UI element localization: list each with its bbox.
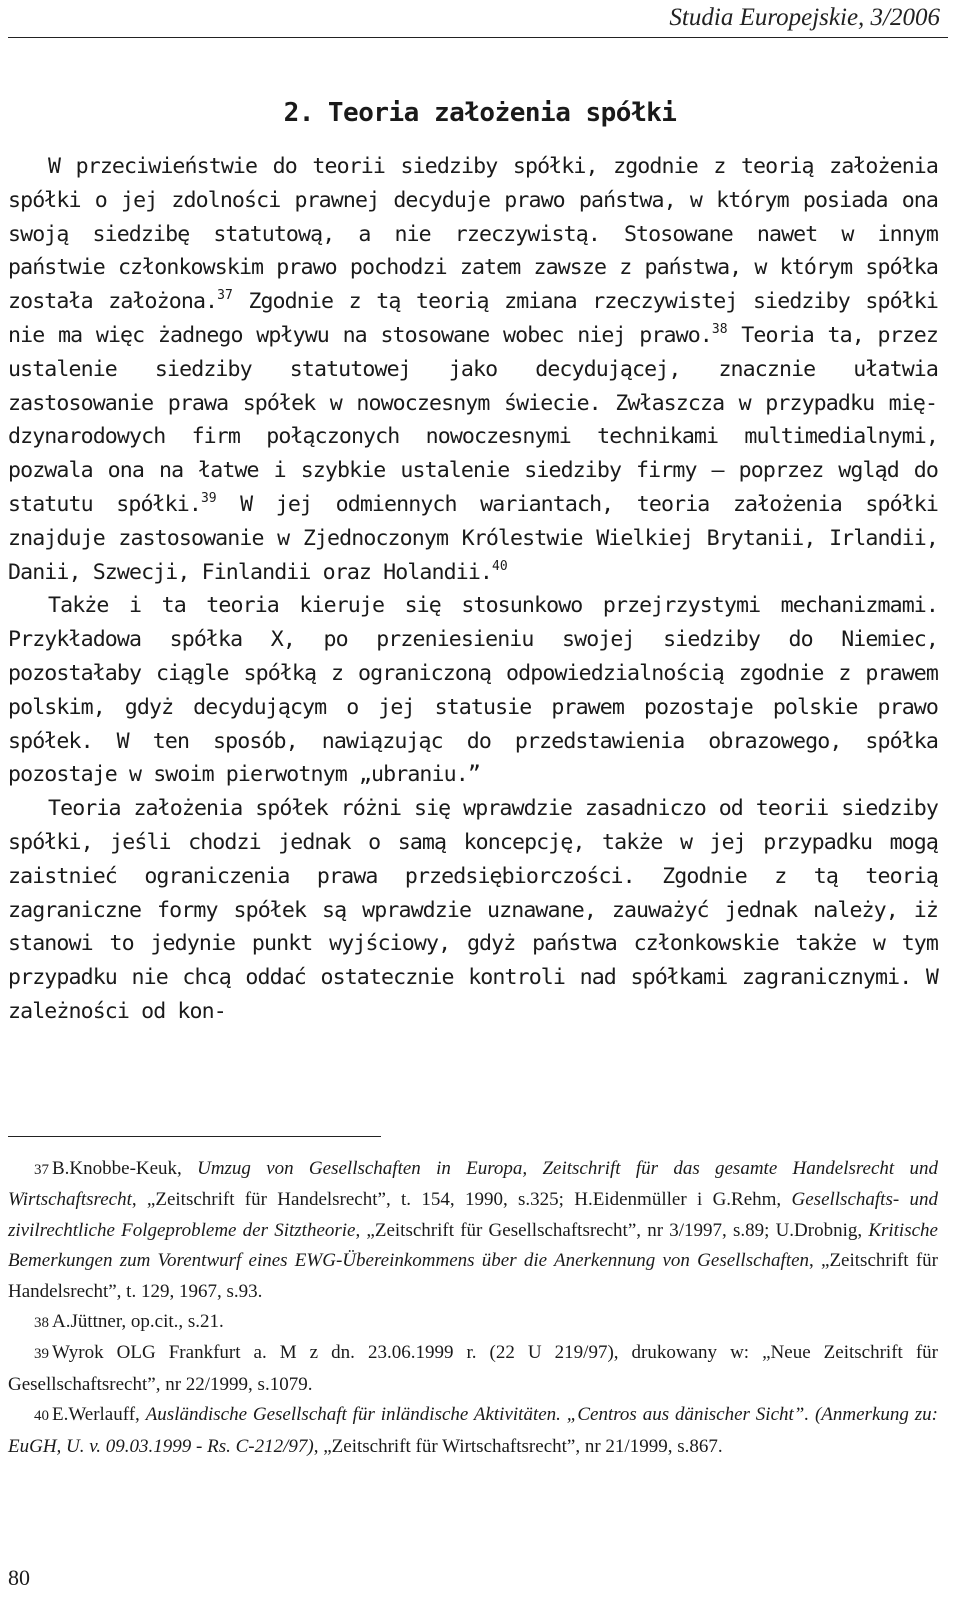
- paragraph-3: Teoria założenia spółek różni się wprawdzie zasadniczo od teorii siedziby spółki, jeśli chodzi jednak o samą koncepcję, także w jej przypadku mogą zaistnieć ograniczenia prawa przedsiębiorczości. Zgodnie z tą teorią zagraniczne formy spółek są wprawdzie uznawane, zauważyć jednak należy, iż stanowi to jedynie punkt wyjściowy, gdyż państwa członkowskie także w tym przypadku nie chcą oddać ostatecznie kontroli nad spółkami zagranicznymi. W zależności od kon-: [8, 796, 938, 1024]
- footnote-italic-title: Ausländische Gesellschaft für inländische Aktivitäten. „Centros aus dänischer Sicht”. (Anmerkung zu: EuGH, U. v. 09.03.1999 - Rs. C-212/97): [8, 1404, 938, 1457]
- running-header: [0, 0, 960, 40]
- footnote-text: B.Knobbe-Keuk,: [52, 1158, 198, 1179]
- paragraph-1-part-a: W przeciwieństwie do teorii siedziby spółki, zgodnie z teorią założenia spółki o jej zdolności prawnej decyduje prawo państwa, w którym posiada ona swoją siedzibę statutową, a nie rzeczywistą. Stosowane nawet w innym państwie członkowskim prawo pochodzi zatem zawsze z państwa, w którym spółka została założona.: [8, 154, 938, 315]
- section-number: 2.: [283, 98, 314, 128]
- footnote-text: , „Zeitschrift für Handelsrecht”, t. 129, 1967, s.93.: [8, 1250, 938, 1302]
- journal-title: Studia Europejskie, 3/2006: [669, 4, 940, 31]
- footnote-italic-title: Kritische Bemerkungen zum Vorentwurf eines EWG-Übereinkommens über die Anerkennung von Gesellschaften: [8, 1219, 938, 1272]
- footnotes: [8, 1154, 938, 1462]
- body-text: [8, 150, 938, 1029]
- footnote-text: E.Werlauff,: [52, 1404, 146, 1426]
- footnote-37: [8, 1154, 938, 1307]
- page-number: 80: [8, 1565, 30, 1590]
- footnote-ref-37[interactable]: 37: [217, 288, 233, 304]
- footnote-number: 38: [34, 1315, 49, 1332]
- footnote-number: 37: [34, 1162, 49, 1178]
- footnote-text: , „Zeitschrift für Wirtschaftsrecht”, nr 21/1999, s.867.: [313, 1435, 723, 1457]
- footnote-text: , „Zeitschrift für Handelsrecht”, t. 154, 1990, s.325; H.Eidenmüller i G.Rehm,: [131, 1189, 792, 1211]
- footnote-text: A.Jüttner, op.cit., s.21.: [52, 1311, 224, 1333]
- paragraph-1: [8, 150, 938, 589]
- paragraph-2: Także i ta teoria kieruje się stosunkowo przejrzystymi mechanizmami. Przykładowa spółka X, po przeniesieniu swojej siedziby do Niemiec, pozostałaby ciągle spółką z ograniczoną odpowiedzialnością zgodnie z prawem polskim, gdyż decydującym o jej statusie prawem pozostaje polskie prawo spółek. W ten sposób, nawiązując do przedstawienia obrazowego, spółka pozostaje w swoim pierwotnym „ubraniu.”: [8, 593, 938, 788]
- paragraph-1-part-c: Teoria ta, przez ustalenie siedziby statutowej jako decydującej, znacznie ułatwia zastosowanie prawa spółek w nowoczesnym świecie. Zwłaszcza w przypadku międzynarodowych firm połączonych nowoczesnymi technikami multimedialnymi, pozwala ona na łatwe i szybkie ustalenie siedziby firmy – poprzez wgląd do statutu spółki.: [8, 322, 938, 517]
- footnote-italic-title: Gesellschafts- und zivilrechtliche Folgeprobleme der Sitztheorie: [8, 1189, 938, 1241]
- paragraph-1-part-d: W jej odmiennych wariantach, teoria założenia spółki znajduje zastosowanie w Zjednoczonym Królestwie Wielkiej Brytanii, Irlandii, Danii, Szwecji, Finlandii oraz Holandii.: [8, 491, 938, 585]
- footnote-38: [8, 1307, 938, 1338]
- footnote-40: [8, 1400, 938, 1462]
- footnote-ref-39[interactable]: 39: [200, 490, 217, 506]
- footnote-ref-38[interactable]: 38: [711, 321, 728, 337]
- footnote-number: 40: [34, 1408, 49, 1425]
- footnote-text: , „Zeitschrift für Gesellschaftsrecht”, nr 3/1997, s.89; U.Drobnig,: [355, 1219, 869, 1241]
- footnote-39: [8, 1338, 938, 1400]
- footnote-text: Wyrok OLG Frankfurt a. M z dn. 23.06.1999 r. (22 U 219/97), drukowany w: „Neue Zeitschrift für Gesellschaftsrecht”, nr 22/1999, s.1079.: [8, 1342, 938, 1395]
- section-title: [0, 98, 960, 128]
- paragraph-1-part-b: Zgodnie z tą teorią zmiana rzeczywistej siedziby spółki nie ma więc żadnego wpływu na stosowane wobec niej prawo.: [8, 289, 938, 348]
- footnote-rule: [8, 1136, 381, 1137]
- header-rule: [8, 37, 948, 38]
- footnote-ref-40[interactable]: 40: [492, 558, 508, 574]
- section-title-text: Teoria założenia spółki: [327, 98, 677, 128]
- footnote-italic-title: Umzug von Gesellschaften in Europa, Zeitschrift für das gesamte Handelsrecht und Wirtschaftsrecht: [8, 1158, 938, 1211]
- footnote-number: 39: [34, 1346, 49, 1363]
